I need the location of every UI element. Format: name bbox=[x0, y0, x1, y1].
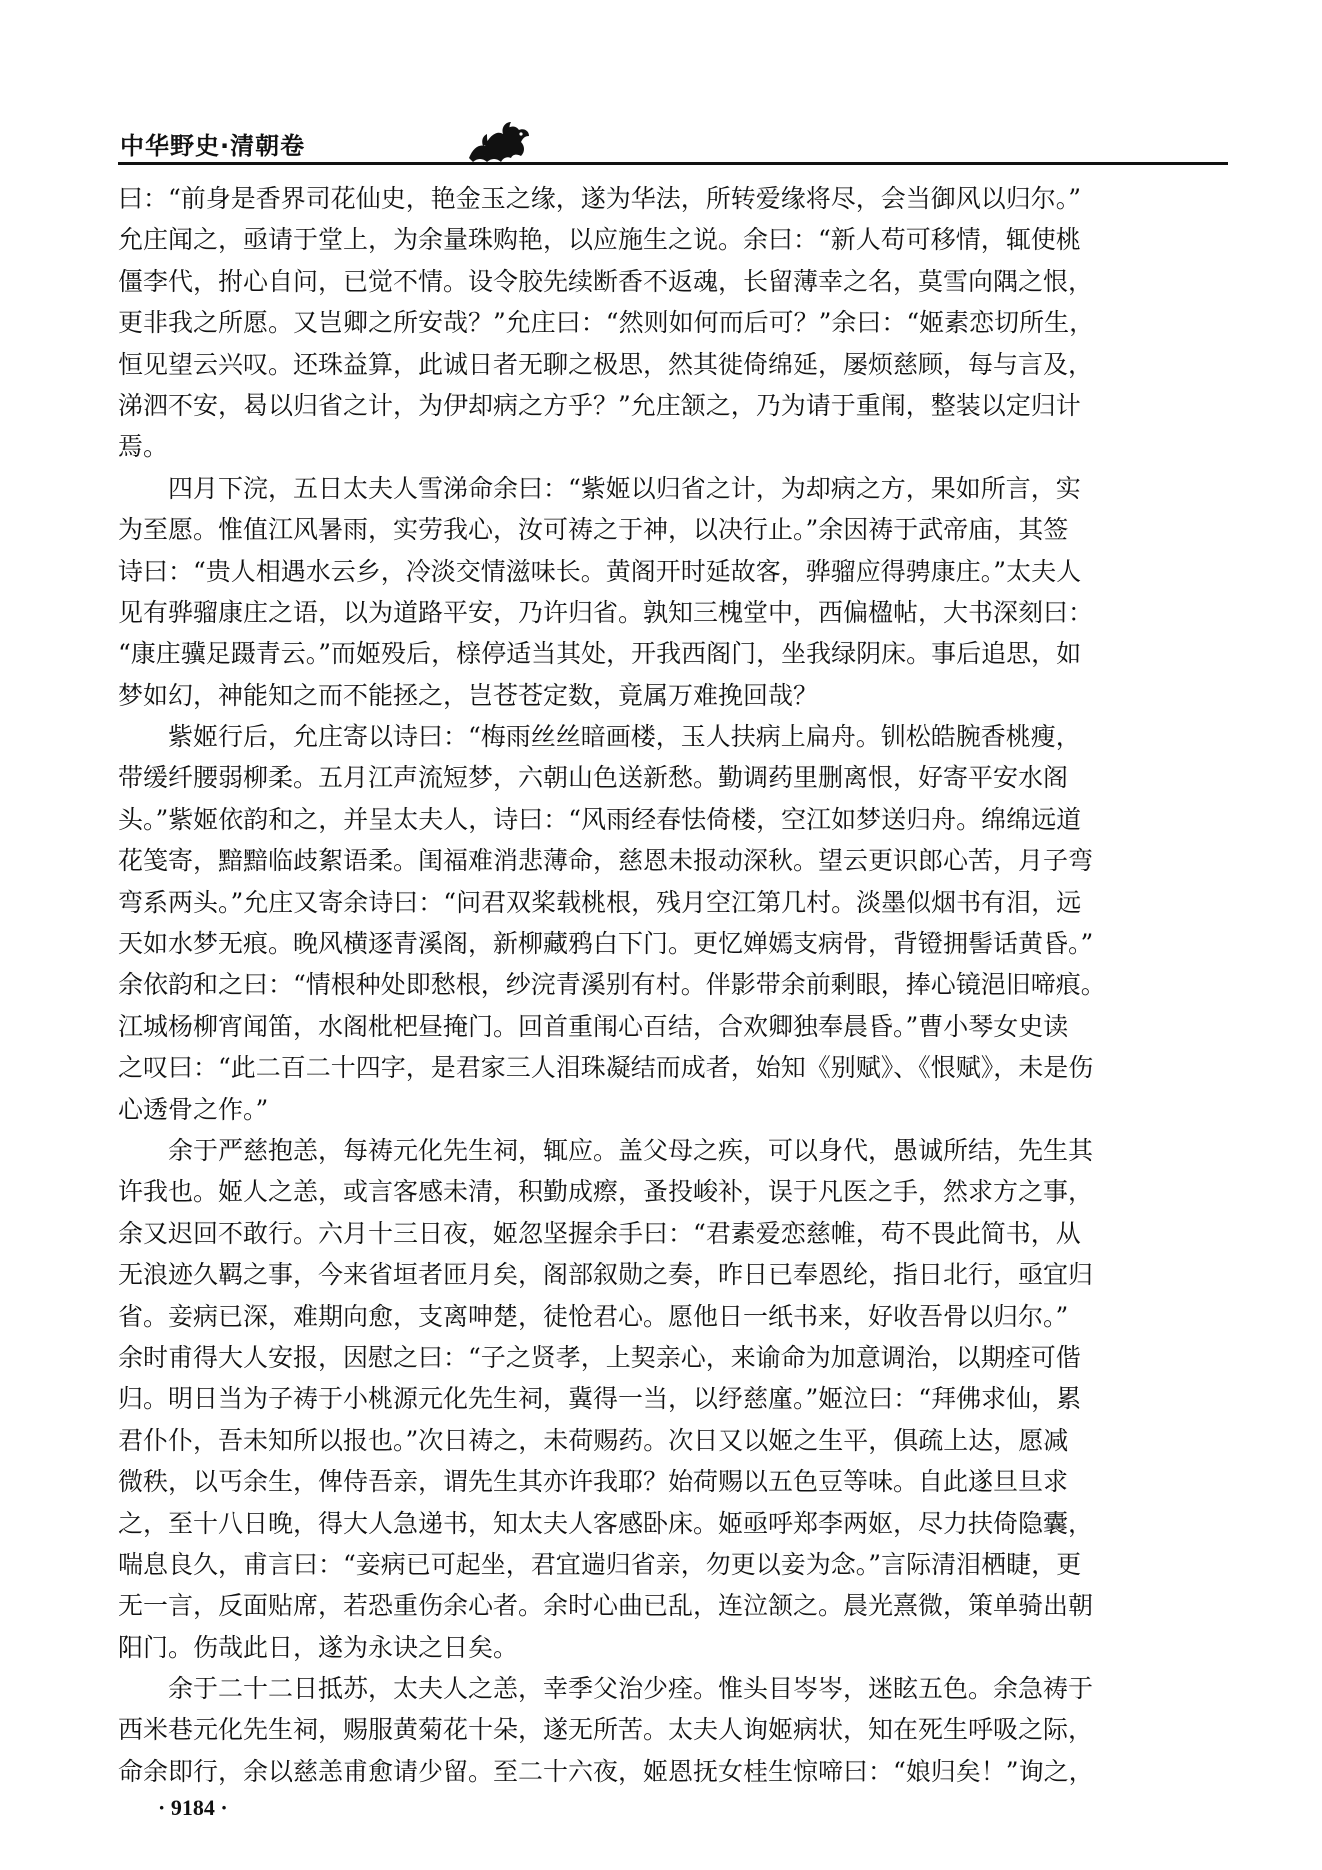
text-line: 更非我之所愿。又岂卿之所安哉？”允庄曰：“然则如何而后可？”余曰：“姬素恋切所生， bbox=[118, 308, 1095, 338]
text-line: 带缓纤腰弱柳柔。五月江声流短梦，六朝山色送新愁。勤调药里删离恨，好寄平安水阁 bbox=[118, 763, 1069, 793]
text-line: 许我也。姬人之恙，或言客感未清，积勤成瘵，蚤投峻补，误于凡医之手，然求方之事， bbox=[118, 1177, 1094, 1207]
text-line: 归。明日当为子祷于小桃源元化先生祠，冀得一当，以纾慈廑。”姬泣曰：“拜佛求仙，累 bbox=[118, 1384, 1082, 1414]
header-rule bbox=[118, 162, 1228, 165]
text-line: 头。”紫姬依韵和之，并呈太夫人，诗曰：“风雨经春怯倚楼，空江如梦送归舟。绵绵远道 bbox=[118, 804, 1082, 834]
text-line: 焉。 bbox=[118, 432, 169, 462]
text-line: 余又迟回不敢行。六月十三日夜，姬忽坚握余手曰：“君素爱恋慈帷，苟不畏此简书，从 bbox=[118, 1218, 1081, 1248]
text-line: 诗曰：“贵人相遇水云乡，冷淡交情滋味长。黄阁开时延故客，骅骝应得骋康庄。”太夫人 bbox=[118, 556, 1082, 586]
body-text bbox=[118, 178, 1228, 1792]
text-line: 天如水梦无痕。晚风横逐青溪阁，新柳藏鸦白下门。更忆婵嫣支病骨，背镫拥髻话黄昏。” bbox=[118, 929, 1094, 959]
text-line: 江城杨柳宵闻笛，水阁枇杷昼掩门。回首重闱心百结，合欢卿独奉晨昏。”曹小琴女史读 bbox=[118, 1011, 1069, 1041]
text-line: 喘息良久，甫言曰：“妾病已可起坐，君宜遄归省亲，勿更以妾为念。”言际清泪栖睫，更 bbox=[118, 1549, 1082, 1579]
text-line: 省。妾病已深，难期向愈，支离呻楚，徒怆君心。愿他日一纸书来，好收吾骨以归尔。” bbox=[118, 1301, 1069, 1331]
text-line: 曰：“前身是香界司花仙史，艳金玉之缘，遂为华法，所转爱缘将尽，会当御风以归尔。” bbox=[118, 184, 1082, 213]
text-line: 余依韵和之曰：“情根种处即愁根，纱浣青溪别有村。伴影带余前剩眼，捧心镜浥旧啼痕。 bbox=[118, 970, 1106, 1000]
text-line: 余时甫得大人安报，因慰之曰：“子之贤孝，上契亲心，来谕命为加意调治，以期痊可偕 bbox=[118, 1342, 1081, 1372]
text-line: 允庄闻之，亟请于堂上，为余量珠购艳，以应施生之说。余曰：“新人苟可移情，辄使桃 bbox=[118, 225, 1081, 255]
text-line: 君仆仆，吾未知所以报也。”次日祷之，未荷赐药。次日又以姬之生平，俱疏上达，愿减 bbox=[118, 1425, 1069, 1455]
text-line: 紫姬行后，允庄寄以诗曰：“梅雨丝丝暗画楼，玉人扶病上扁舟。钏松皓腕香桃瘦， bbox=[118, 722, 1081, 752]
text-line: 梦如幻，神能知之而不能拯之，岂苍苍定数，竟属万难挽回哉？ bbox=[118, 680, 819, 710]
text-line: 恒见望云兴叹。还珠益算，此诚日者无聊之极思，然其徙倚绵延，屡烦慈顾，每与言及， bbox=[118, 349, 1094, 379]
text-line: 余于严慈抱恙，每祷元化先生祠，辄应。盖父母之疾，可以身代，愚诚所结，先生其 bbox=[118, 1135, 1094, 1165]
text-line: 之叹曰：“此二百二十四字，是君家三人泪珠凝结而成者，始知《别赋》、《恨赋》，未是伤 bbox=[118, 1053, 1094, 1083]
book-title: 中华野史·清朝卷 bbox=[120, 132, 306, 160]
text-line: 余于二十二日抵苏，太夫人之恙，幸季父治少痊。惟头目岑岑，迷眩五色。余急祷于 bbox=[118, 1674, 1094, 1704]
text-line: 西米巷元化先生祠，赐服黄菊花十朵，遂无所苦。太夫人询姬病状，知在死生呼吸之际， bbox=[118, 1715, 1094, 1745]
text-line: 心透骨之作。” bbox=[118, 1094, 269, 1124]
text-line: 花笺寄，黯黯临歧絮语柔。闺福难消悲薄命，慈恩未报动深秋。望云更识郎心苦，月子弯 bbox=[118, 846, 1094, 876]
text-line: 无一言，反面贴席，若恐重伤余心者。余时心曲已乱，连泣颔之。晨光熹微，策单骑出朝 bbox=[118, 1591, 1094, 1621]
text-line: 无浪迹久羁之事，今来省垣者匝月矣，阁部叙勋之奏，昨日已奉恩纶，指日北行，亟宜归 bbox=[118, 1260, 1094, 1290]
text-line: 四月下浣，五日太夫人雪涕命余曰：“紫姬以归省之计，为却病之方，果如所言，实 bbox=[118, 473, 1081, 503]
text-line: 阳门。伤哉此日，遂为永诀之日矣。 bbox=[118, 1632, 519, 1662]
text-line: “康庄骥足蹑青云。”而姬殁后，榇停适当其处，开我西阁门，坐我绿阴床。事后追思，如 bbox=[118, 639, 1082, 669]
text-line: 命余即行，余以慈恙甫愈请少留。至二十六夜，姬恩抚女桂生惊啼曰：“娘归矣！”询之， bbox=[118, 1756, 1094, 1786]
text-line: 之，至十八日晚，得大人急递书，知太夫人客感卧床。姬亟呼郑李两妪，尽力扶倚隐囊， bbox=[118, 1508, 1094, 1538]
text-line: 见有骅骝康庄之语，以为道路平安，乃许归省。孰知三槐堂中，西偏楹帖，大书深刻曰： bbox=[118, 597, 1094, 627]
text-line: 为至愿。惟值江风暑雨，实劳我心，汝可祷之于神，以决行止。”余因祷于武帝庙，其签 bbox=[118, 515, 1069, 545]
text-line: 弯系两头。”允庄又寄余诗曰：“问君双桨载桃根，残月空江第几村。淡墨似烟书有泪，远 bbox=[118, 887, 1082, 917]
text-line: 微秩，以丐余生，俾侍吾亲，谓先生其亦许我耶？始荷赐以五色豆等味。自此遂旦旦求 bbox=[118, 1467, 1069, 1497]
text-line: 涕泗不安，曷以归省之计，为伊却病之方乎？”允庄颔之，乃为请于重闱，整装以定归计 bbox=[118, 390, 1081, 420]
text-line: 僵李代，拊心自问，已觉不情。设令胶先续断香不返魂，长留薄幸之名，莫雪向隅之恨， bbox=[118, 266, 1094, 296]
page-header bbox=[118, 118, 1228, 166]
page-number: · 9184 · bbox=[158, 1795, 228, 1820]
dragon-emblem-icon bbox=[463, 118, 535, 166]
